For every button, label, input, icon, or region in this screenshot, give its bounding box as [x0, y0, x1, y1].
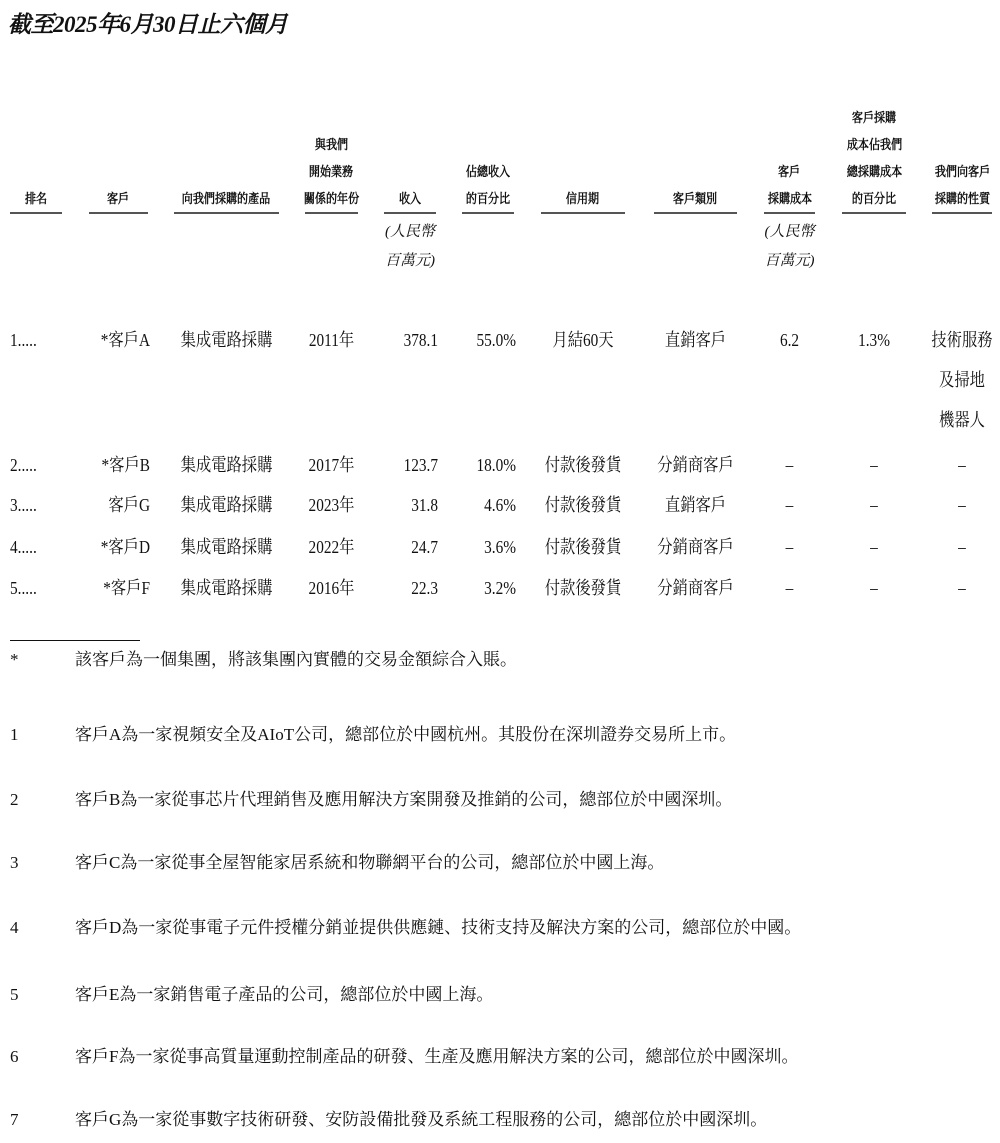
footnote-text: 客戶B為一家從事芯片代理銷售及應用解決方案開發及推銷的公司，總部位於中國深圳。: [75, 790, 733, 809]
cell-text: –: [870, 495, 878, 515]
header-customer-type: [654, 80, 737, 214]
cell-text: 付款後發貨: [544, 495, 622, 515]
cell-text: 直銷客戶: [664, 495, 727, 515]
cell-text: 分銷商客戶: [657, 537, 734, 557]
cell-text: 24.7: [411, 537, 438, 557]
header-text: 採購的性質: [934, 191, 990, 206]
cell-purchase-nature: [930, 445, 995, 485]
unit-text: (人民幣: [385, 224, 435, 240]
header-purchase-cost-pct: [842, 80, 906, 214]
cell-text: 5.....: [10, 578, 37, 598]
cell-text: –: [785, 455, 794, 475]
cell-purchase-cost: [761, 527, 818, 567]
cell-credit-term: [541, 485, 626, 525]
page-title: 截至2025年6月30日止六個月: [8, 12, 288, 37]
cell-text: 集成電路採購: [180, 537, 273, 557]
cell-text: 分銷商客戶: [657, 455, 734, 475]
cell-customer: [85, 320, 150, 360]
cell-revenue: [379, 568, 439, 608]
footnote-5: [10, 983, 990, 1007]
cell-text: 123.7: [403, 455, 438, 475]
header-year-started: [305, 80, 358, 214]
cell-text: –: [870, 455, 878, 475]
cell-text: 2011年: [308, 330, 355, 350]
cell-text: 18.0%: [476, 455, 516, 475]
cell-text: 3.2%: [484, 578, 516, 598]
unit-text: 百萬元): [385, 253, 435, 269]
cell-purchase-cost: [761, 320, 818, 360]
cell-text: 6.2: [779, 330, 800, 350]
cell-rank: [10, 568, 68, 608]
footnote-marker: 3: [10, 853, 19, 872]
cell-text: 55.0%: [476, 330, 516, 350]
cell-rank: [10, 485, 68, 525]
cell-text: *客戶B: [101, 455, 150, 475]
header-text: 開始業務: [309, 164, 354, 179]
header-rank: [10, 80, 62, 214]
cell-customer-type: [653, 320, 737, 360]
cell-text: 1.3%: [858, 330, 890, 350]
cell-text: –: [958, 495, 966, 515]
cell-text: 技術服務: [931, 330, 993, 350]
cell-text: 2023年: [308, 495, 355, 515]
cell-revenue-pct: [457, 485, 517, 525]
cell-year-started: [302, 527, 361, 567]
cell-customer: [85, 485, 150, 525]
header-text: 收入: [398, 191, 422, 206]
cell-text: 22.3: [411, 578, 438, 598]
cell-credit-term: [541, 320, 626, 360]
footnote-marker: 2: [10, 790, 19, 809]
cell-text: 2017年: [308, 455, 355, 475]
cell-text: 2016年: [308, 578, 355, 598]
cell-text: 3.....: [10, 495, 37, 515]
cell-purchase-cost-pct: [840, 320, 908, 360]
header-text: 客戶: [107, 191, 130, 206]
cell-product: [175, 320, 278, 360]
header-text: 成本佔我們: [846, 137, 902, 152]
header-text: 客戶: [778, 164, 801, 179]
cell-text: 4.6%: [484, 495, 516, 515]
cell-customer: [85, 527, 150, 567]
header-text: 總採購成本: [846, 164, 902, 179]
footnote-text: 客戶G為一家從事數字技術研發、安防設備批發及系統工程服務的公司，總部位於中國深圳。: [75, 1110, 768, 1129]
cell-product: [175, 527, 278, 567]
cell-customer: [85, 568, 150, 608]
header-text: 向我們採購的產品: [182, 191, 271, 206]
footnote-2: [10, 788, 990, 812]
cell-text: –: [958, 455, 966, 475]
unit-text: 百萬元): [764, 253, 815, 269]
header-text: 的百分比: [465, 191, 511, 206]
header-text: 採購成本: [767, 191, 812, 206]
cell-text: –: [870, 537, 878, 557]
header-text: 與我們: [314, 137, 349, 152]
footnote-marker: 1: [10, 725, 19, 744]
cell-product: [175, 445, 278, 485]
cell-text: 分銷商客戶: [657, 578, 734, 598]
cell-text: 378.1: [403, 330, 438, 350]
cell-text: 集成電路採購: [180, 455, 273, 475]
cell-text: –: [958, 578, 966, 598]
cell-revenue-pct: [457, 445, 517, 485]
cell-purchase-nature: [930, 527, 995, 567]
cell-product: [175, 485, 278, 525]
footnote-text: 客戶E為一家銷售電子產品的公司，總部位於中國上海。: [75, 985, 494, 1004]
cell-rank: [10, 320, 68, 360]
footnote-asterisk: [10, 648, 990, 672]
cell-revenue: [379, 320, 439, 360]
unit-label: [760, 218, 819, 276]
cell-product: [175, 568, 278, 608]
cell-purchase-cost: [761, 485, 818, 525]
cell-text: 直銷客戶: [664, 330, 727, 350]
cell-purchase-cost-pct: [840, 485, 908, 525]
footnote-marker: 7: [10, 1110, 19, 1129]
header-purchase-nature: [932, 80, 992, 214]
cell-customer-type: [653, 568, 737, 608]
cell-text: *客戶A: [100, 330, 150, 350]
cell-purchase-nature: [930, 485, 995, 525]
cell-credit-term: [541, 527, 626, 567]
header-text: 的百分比: [851, 191, 897, 206]
cell-customer-type: [653, 485, 737, 525]
cell-text: *客戶D: [100, 537, 150, 557]
cell-revenue: [379, 527, 439, 567]
cell-purchase-nature: [930, 320, 995, 440]
footnote-6: [10, 1045, 990, 1069]
header-text: 我們向客戶: [934, 164, 990, 179]
cell-text: 31.8: [411, 495, 438, 515]
cell-purchase-cost-pct: [840, 445, 908, 485]
cell-text: 3.6%: [484, 537, 516, 557]
cell-text: –: [785, 578, 794, 598]
cell-text: 集成電路採購: [180, 578, 273, 598]
cell-customer: [85, 445, 150, 485]
cell-text: 1.....: [10, 330, 37, 350]
cell-year-started: [302, 320, 361, 360]
cell-rank: [10, 527, 68, 567]
cell-text: *客戶F: [103, 578, 150, 598]
cell-text: 2.....: [10, 455, 37, 475]
footnote-4: [10, 916, 990, 940]
cell-purchase-cost-pct: [840, 568, 908, 608]
cell-revenue-pct: [457, 320, 517, 360]
footnote-divider: [10, 640, 140, 641]
header-text: 客戶採購: [851, 110, 897, 125]
footnote-text: 客戶F為一家從事高質量運動控制產品的研發、生產及應用解決方案的公司，總部位於中國深圳。: [75, 1047, 799, 1066]
cell-text: 集成電路採購: [180, 495, 273, 515]
cell-credit-term: [541, 445, 626, 485]
cell-text: –: [958, 537, 966, 557]
cell-text: 2022年: [308, 537, 355, 557]
footnote-3: [10, 851, 990, 875]
footnote-marker: *: [10, 650, 19, 669]
cell-text: 付款後發貨: [544, 537, 622, 557]
header-text: 排名: [24, 191, 48, 206]
footnote-text: 客戶D為一家從事電子元件授權分銷並提供供應鏈、技術支持及解決方案的公司，總部位於中國。: [75, 918, 802, 937]
footnote-marker: 5: [10, 985, 19, 1004]
footnote-marker: 6: [10, 1047, 19, 1066]
header-purchase-cost: [764, 80, 815, 214]
cell-text: 集成電路採購: [180, 330, 273, 350]
cell-purchase-cost-pct: [840, 527, 908, 567]
footnote-text: 客戶C為一家從事全屋智能家居系統和物聯網平台的公司，總部位於中國上海。: [75, 853, 665, 872]
cell-credit-term: [541, 568, 626, 608]
footnote-7: [10, 1108, 990, 1132]
header-text: 信用期: [566, 191, 600, 206]
header-revenue: [384, 80, 436, 214]
cell-purchase-cost: [761, 568, 818, 608]
cell-text: 及掃地: [939, 370, 985, 390]
footnote-marker: 4: [10, 918, 19, 937]
cell-customer-type: [653, 527, 737, 567]
unit-label: [380, 218, 440, 276]
header-revenue-pct: [462, 80, 514, 214]
header-credit-term: [541, 80, 625, 214]
header-customer: [89, 80, 148, 214]
header-text: 客戶類別: [673, 191, 718, 206]
cell-text: –: [785, 495, 794, 515]
header-text: 佔總收入: [465, 164, 511, 179]
unit-text: (人民幣: [764, 224, 815, 240]
header-text: 關係的年份: [303, 191, 360, 206]
footnote-text: 客戶A為一家視頻安全及AIoT公司，總部位於中國杭州。其股份在深圳證券交易所上市。: [75, 725, 737, 744]
cell-purchase-nature: [930, 568, 995, 608]
cell-year-started: [302, 568, 361, 608]
footnote-1: [10, 723, 990, 747]
cell-purchase-cost: [761, 445, 818, 485]
cell-text: –: [870, 578, 878, 598]
cell-year-started: [302, 445, 361, 485]
cell-text: 月結60天: [552, 330, 614, 350]
footnote-text: 該客戶為一個集團，將該集團內實體的交易金額綜合入賬。: [75, 650, 517, 669]
cell-text: 4.....: [10, 537, 37, 557]
cell-revenue-pct: [457, 527, 517, 567]
cell-year-started: [302, 485, 361, 525]
cell-text: –: [785, 537, 794, 557]
cell-text: 機器人: [939, 410, 985, 430]
cell-customer-type: [653, 445, 737, 485]
cell-revenue-pct: [457, 568, 517, 608]
cell-revenue: [379, 445, 439, 485]
cell-text: 付款後發貨: [544, 455, 622, 475]
cell-text: 客戶G: [108, 495, 150, 515]
cell-rank: [10, 445, 68, 485]
cell-text: 付款後發貨: [544, 578, 622, 598]
cell-revenue: [379, 485, 439, 525]
header-product: [174, 80, 279, 214]
